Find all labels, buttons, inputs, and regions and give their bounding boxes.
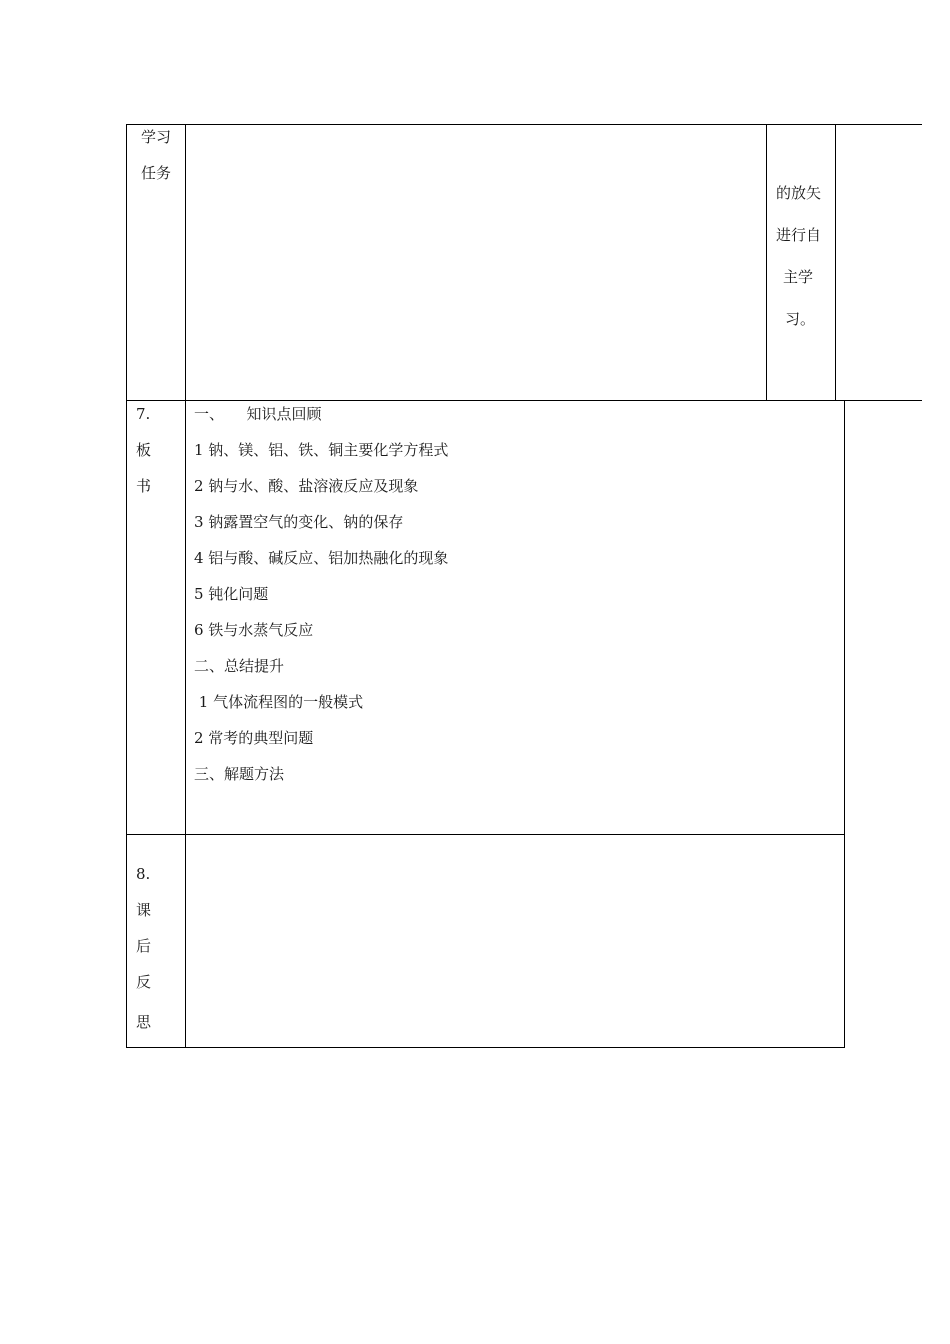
border-row1-col3	[766, 124, 767, 401]
board-line-9: 1 气体流程图的一般模式	[194, 693, 364, 711]
board-line-1: 一、 知识点回顾	[194, 405, 322, 423]
board-line-7: 6 铁与水蒸气反应	[194, 621, 314, 639]
board-line-8: 二、总结提升	[194, 657, 285, 675]
board-line-6: 5 钝化问题	[194, 585, 269, 603]
board-line-2: 1 钠、镁、铝、铁、铜主要化学方程式	[194, 441, 449, 459]
border-right	[844, 400, 845, 1048]
board-line-5: 4 铝与酸、碱反应、铝加热融化的现象	[194, 549, 449, 567]
border-label-col	[185, 124, 186, 1048]
board-line-10: 2 常考的典型问题	[194, 729, 314, 747]
border-top	[126, 124, 922, 125]
board-line-11: 三、解题方法	[194, 765, 285, 783]
reflect-label-line-4: 反	[136, 973, 152, 991]
study-right-line-2: 进行自	[776, 226, 822, 244]
reflect-label-line-1: 8.	[136, 865, 151, 883]
border-bottom	[126, 1047, 845, 1048]
board-line-3: 2 钠与水、酸、盐溶液反应及现象	[194, 477, 419, 495]
border-row1-bottom	[126, 400, 922, 401]
study-right-line-4: 习。	[785, 310, 816, 328]
study-right-line-1: 的放矢	[776, 184, 822, 202]
reflect-label-line-5: 思	[136, 1013, 152, 1031]
border-left	[126, 124, 127, 1048]
study-label-line-1: 学习	[140, 128, 171, 146]
study-right-line-3: 主学	[783, 268, 814, 286]
border-row2-bottom	[126, 834, 845, 835]
board-line-4: 3 钠露置空气的变化、钠的保存	[194, 513, 404, 531]
board-label-line-3: 书	[136, 477, 152, 495]
reflect-label-line-3: 后	[136, 937, 152, 955]
study-label-line-2: 任务	[140, 164, 171, 182]
board-label-line-2: 板	[136, 441, 152, 459]
reflect-label-line-2: 课	[136, 901, 152, 919]
border-row1-col4	[835, 124, 836, 401]
board-label-line-1: 7.	[136, 405, 151, 423]
